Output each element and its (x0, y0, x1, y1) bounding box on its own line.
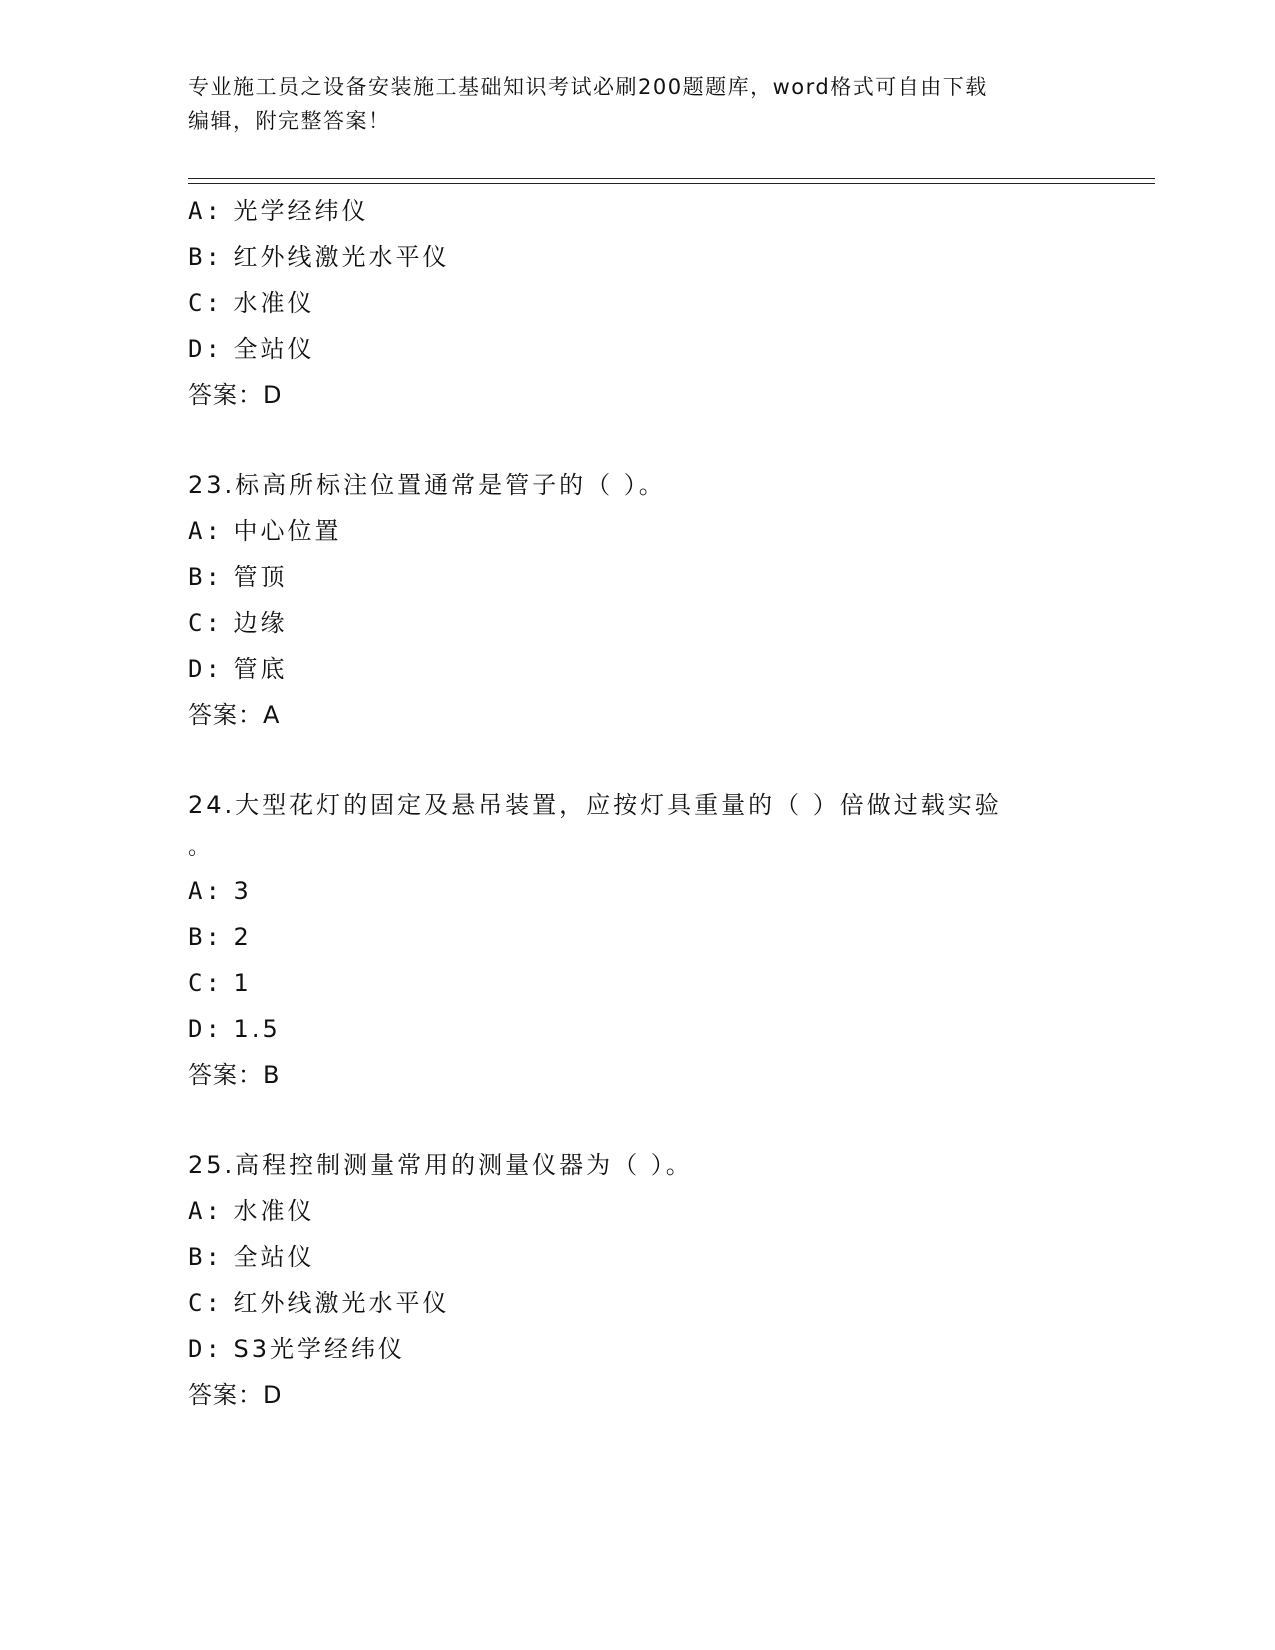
question-25 (188, 1142, 1088, 1418)
answer: 答案：D (188, 381, 283, 409)
question-24 (188, 782, 1088, 1098)
answer: 答案：B (188, 1061, 281, 1089)
option-c: C: 1 (188, 969, 252, 997)
question-23 (188, 462, 1088, 738)
answer: 答案：A (188, 701, 281, 729)
option-a: A: 中心位置 (188, 517, 342, 545)
option-a: A: 光学经纬仪 (188, 197, 369, 225)
answer: 答案：D (188, 1381, 283, 1409)
header-divider-bottom (188, 183, 1155, 184)
option-d: D: S3光学经纬仪 (188, 1335, 406, 1363)
question-text: 23.标高所标注位置通常是管子的（ ）。 (188, 471, 666, 499)
option-b: B: 管顶 (188, 563, 288, 591)
option-d: D: 管底 (188, 655, 288, 683)
question-22 (188, 188, 1088, 418)
option-b: B: 2 (188, 923, 252, 951)
question-text: 24.大型花灯的固定及悬吊装置，应按灯具重量的（ ）倍做过载实验 (188, 791, 1002, 819)
option-b: B: 全站仪 (188, 1243, 315, 1271)
option-c: C: 水准仪 (188, 289, 315, 317)
option-c: C: 边缘 (188, 609, 288, 637)
header-line-2: 编辑，附完整答案！ (188, 109, 391, 133)
option-b: B: 红外线激光水平仪 (188, 243, 450, 271)
header-line-1: 专业施工员之设备安装施工基础知识考试必刷200题题库，word格式可自由下载 (188, 75, 988, 99)
question-list (188, 188, 1088, 1418)
header-divider-top (188, 178, 1155, 179)
option-c: C: 红外线激光水平仪 (188, 1289, 450, 1317)
option-a: A: 3 (188, 877, 252, 905)
option-d: D: 全站仪 (188, 335, 315, 363)
option-a: A: 水准仪 (188, 1197, 315, 1225)
document-header (188, 70, 1088, 138)
option-d: D: 1.5 (188, 1015, 281, 1043)
question-text: 25.高程控制测量常用的测量仪器为（ ）。 (188, 1151, 693, 1179)
question-text-wrap: 。 (188, 835, 214, 860)
